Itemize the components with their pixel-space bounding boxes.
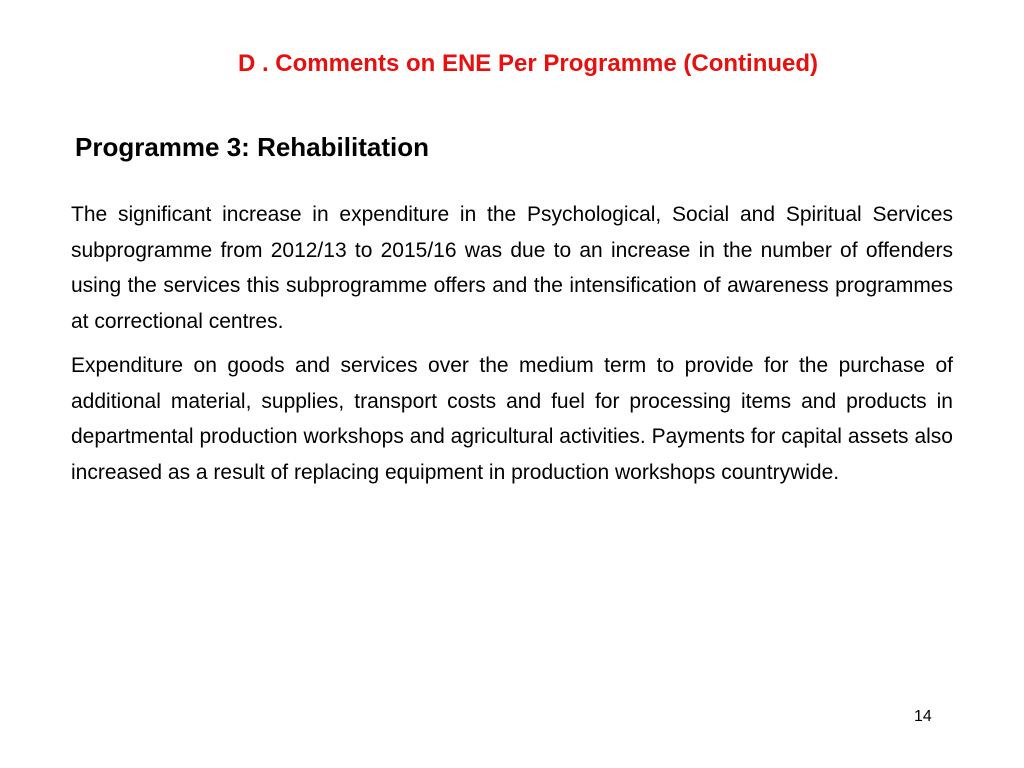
section-heading: Programme 3: Rehabilitation xyxy=(75,132,429,162)
paragraph-goods-services: Expenditure on goods and services over the medium term to provide for the purchase of additional material, supplies, transport costs and fuel for processing items and products in departmental production workshops and agricultural activities. Payments for capital assets also increased as a result of replacing equipment in production workshops countrywide. xyxy=(71,354,953,484)
page-number: 14 xyxy=(914,708,932,725)
paragraph-expenditure-increase: The significant increase in expenditure in the Psychological, Social and Spiritual Services subprogramme from 2012/13 to 2015/16 was due to an increase in the number of offenders using the services this subprogramme offers and the intensification of awareness programmes at correctional centres. xyxy=(71,203,953,333)
body-text xyxy=(71,197,953,499)
slide-title: D . Comments on ENE Per Programme (Continued) xyxy=(237,50,819,77)
